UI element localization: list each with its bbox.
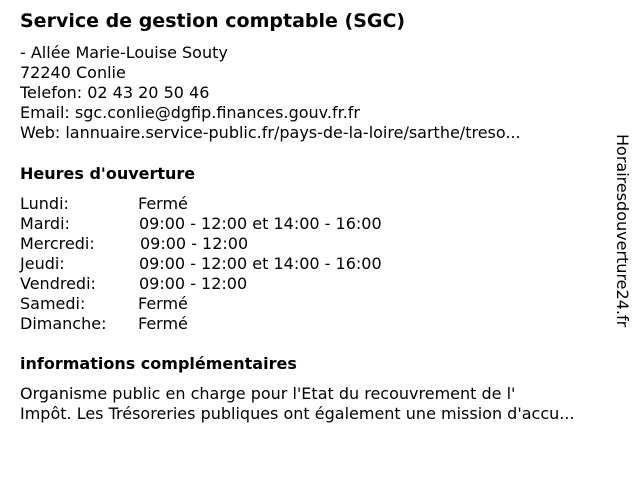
hours-day: Dimanche:	[20, 314, 107, 333]
hours-day: Samedi:	[20, 294, 86, 313]
page-title: Service de gestion comptable (SGC)	[20, 10, 406, 32]
phone-line: Telefon: 02 43 20 50 46	[20, 83, 210, 102]
hours-time: Fermé	[138, 314, 188, 333]
hours-time: 09:00 - 12:00	[140, 234, 249, 253]
hours-day: Mardi:	[20, 214, 70, 233]
web-line: Web: lannuaire.service-public.fr/pays-de-la-loire/sarthe/treso...	[20, 123, 521, 142]
info-heading: informations complémentaires	[20, 354, 297, 373]
hours-time: 09:00 - 12:00 et 14:00 - 16:00	[139, 254, 382, 273]
description-block	[20, 384, 575, 424]
hours-heading: Heures d'ouverture	[20, 164, 196, 183]
city-postcode: 72240 Conlie	[20, 63, 126, 82]
hours-time: Fermé	[138, 194, 188, 213]
hours-day: Mercredi:	[20, 234, 95, 253]
hours-day: Vendredi:	[20, 274, 96, 293]
address-block	[20, 43, 521, 143]
side-brand-text: Horairesdouverture24.fr	[613, 134, 632, 328]
street-address: - Allée Marie-Louise Souty	[20, 43, 228, 62]
hours-time: 09:00 - 12:00	[139, 274, 248, 293]
description-line: Impôt. Les Trésoreries publiques ont également une mission d'accu...	[20, 404, 575, 423]
email-line: Email: sgc.conlie@dgfip.finances.gouv.fr.fr	[20, 103, 360, 122]
hours-day: Lundi:	[20, 194, 69, 213]
hours-day: Jeudi:	[20, 254, 65, 273]
hours-time: Fermé	[138, 294, 188, 313]
description-line: Organisme public en charge pour l'Etat du recouvrement de l'	[20, 384, 516, 403]
hours-time: 09:00 - 12:00 et 14:00 - 16:00	[139, 214, 382, 233]
